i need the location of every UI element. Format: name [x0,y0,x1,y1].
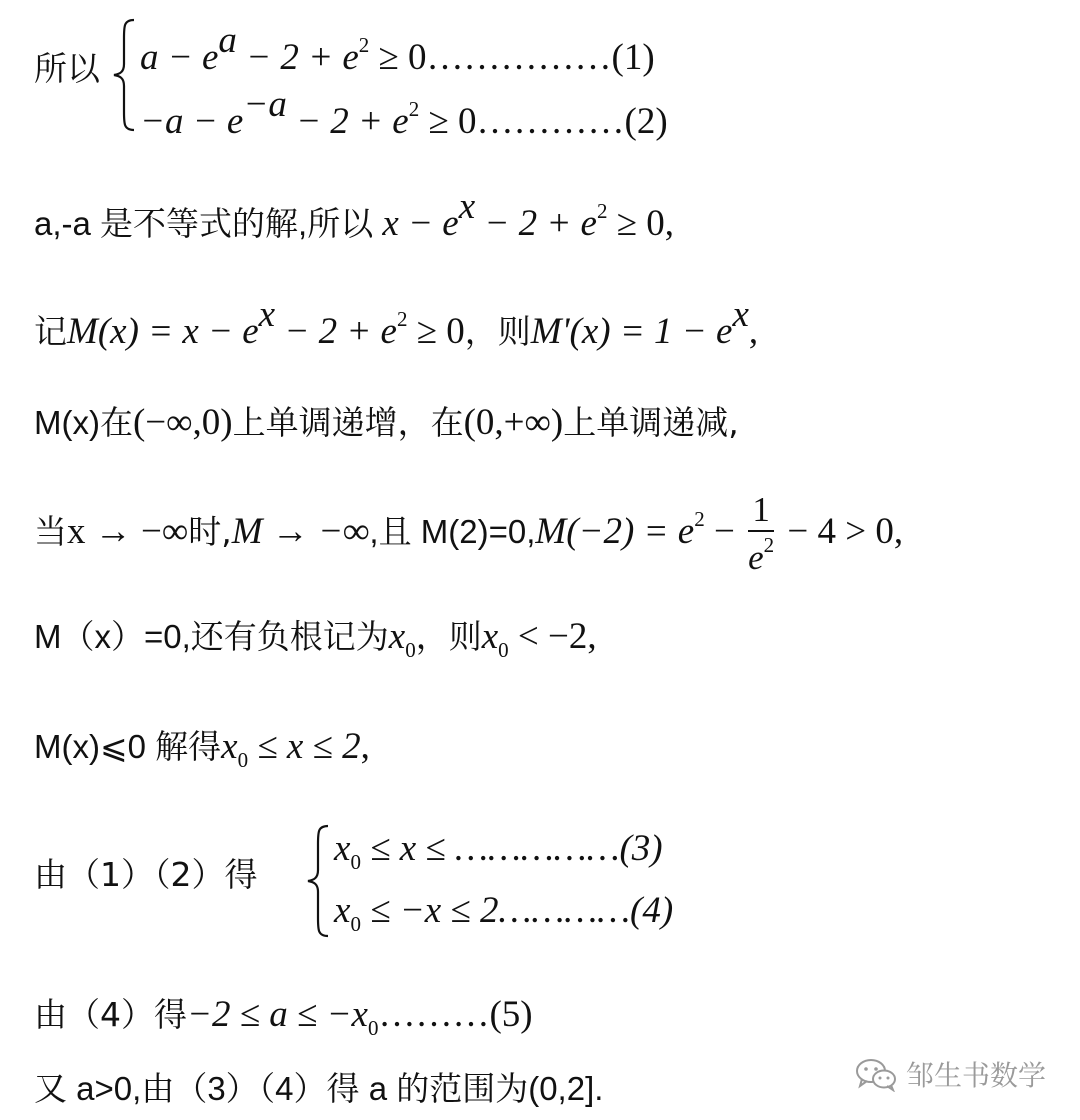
system-lead-2: 由（1）（2）得 [34,855,258,894]
line-solve-M: M(x)⩽0 解得$x_0 \le x \le 2$, [34,726,370,772]
inequality-2: $-a - e^{-a} - 2 + e^2$ ≥ 0…………(2) [140,84,668,142]
inequality-3: $x_0 \le x$ ≤ ……………(3) [334,828,663,874]
line-negative-root: M（x）=0,还有负根记为$x_0$，则$x_0 < -2$, [34,616,597,662]
inequality-1: $a - e^a - 2 + e^2$ ≥ 0……………(1) [140,20,655,78]
line-range-5: 由（4）得$-2 \le a \le -x_0\dots\dots\dots(5)$ [34,994,533,1040]
system-lead: 所以 [34,49,100,88]
inequality-4: $x_0 \le -x$ ≤ 2…………(4) [334,890,674,936]
line-solution-statement: a,-a 是不等式的解,所以 $x - e^x - 2 + e^2 \ge 0$, [34,186,675,244]
line-monotonicity: M(x)在(−∞,0)上单调递增，在(0,+∞)上单调递减, [34,402,739,443]
line-define-M: 记$M(x) = x - e^x - 2 + e^2 \ge 0$，则$M'(x) = 1 - e^x$, [34,294,759,352]
watermark [854,1054,1046,1094]
line-limits: 当x → −∞时,M → −∞,且 $M(2)=0,M(-2) = e^2$ − $\frac{1}{e^2}$ − 4 > 0, [34,490,903,580]
wechat-icon [854,1056,898,1092]
fraction: $\frac{1}{e^2}$ [748,490,775,578]
line-conclusion: 又 a>0,由（3）（4）得 a 的范围为(0,2]. [34,1070,604,1107]
left-brace-icon [110,16,140,134]
watermark-text: 邹生书数学 [905,1059,1046,1092]
left-brace-icon [304,822,334,940]
